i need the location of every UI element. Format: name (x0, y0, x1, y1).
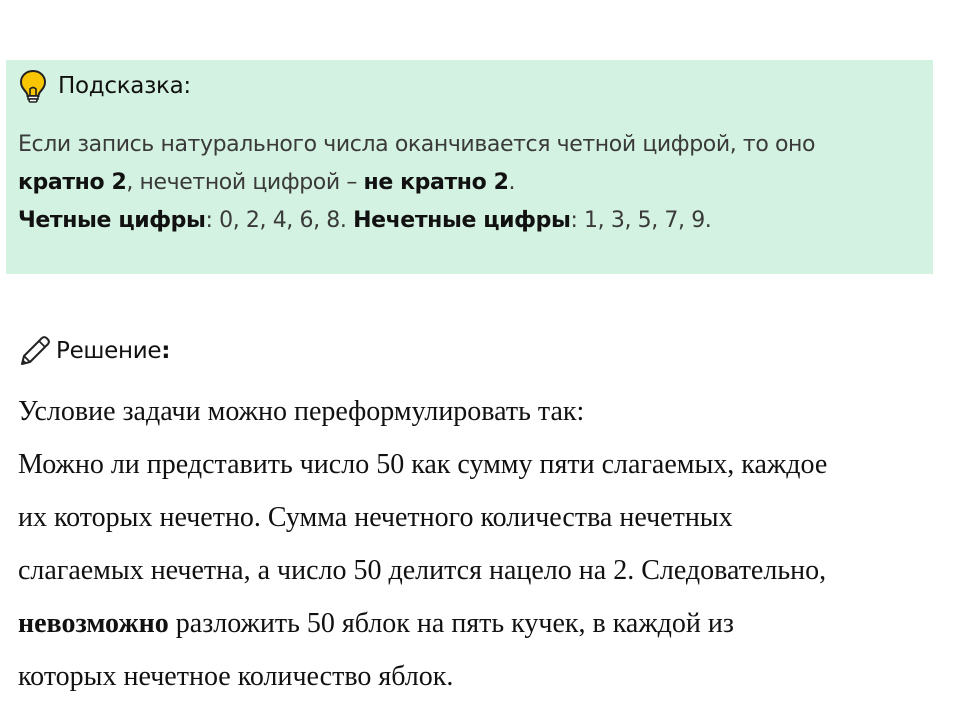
hint-line-3: Четные цифры: 0, 2, 4, 6, 8. Нечетные цифры: 1, 3, 5, 7, 9. (18, 208, 712, 233)
solution-line-3: их которых нечетно. Сумма нечетного количества нечетных (18, 502, 733, 533)
hint-title: Подсказка: (58, 73, 191, 99)
hint-line-1: Если запись натурального числа оканчивается четной цифрой, то оно (18, 132, 816, 157)
hint-emphasis: Четные цифры (18, 208, 206, 233)
solution-header (18, 333, 170, 369)
pencil-icon (18, 334, 52, 368)
solution-line-2: Можно ли представить число 50 как сумму пяти слагаемых, каждое (18, 449, 828, 480)
lightbulb-icon (18, 69, 48, 103)
hint-header (18, 68, 191, 104)
hint-emphasis: кратно 2 (18, 170, 127, 195)
hint-emphasis: Нечетные цифры (353, 208, 571, 233)
solution-emphasis: невозможно (18, 608, 169, 639)
hint-line-2: кратно 2, нечетной цифрой – не кратно 2. (18, 170, 516, 195)
hint-emphasis: не кратно 2 (363, 170, 509, 195)
solution-title: Решение: (56, 338, 171, 364)
solution-line-5: невозможно разложить 50 яблок на пять кучек, в каждой из (18, 608, 734, 639)
solution-line-6: которых нечетное количество яблок. (18, 661, 454, 692)
solution-text (18, 385, 948, 703)
solution-line-4: слагаемых нечетна, а число 50 делится нацело на 2. Следовательно, (18, 555, 827, 586)
hint-text (18, 126, 923, 240)
hint-box (6, 60, 933, 274)
solution-line-1: Условие задачи можно переформулировать так: (18, 396, 585, 427)
